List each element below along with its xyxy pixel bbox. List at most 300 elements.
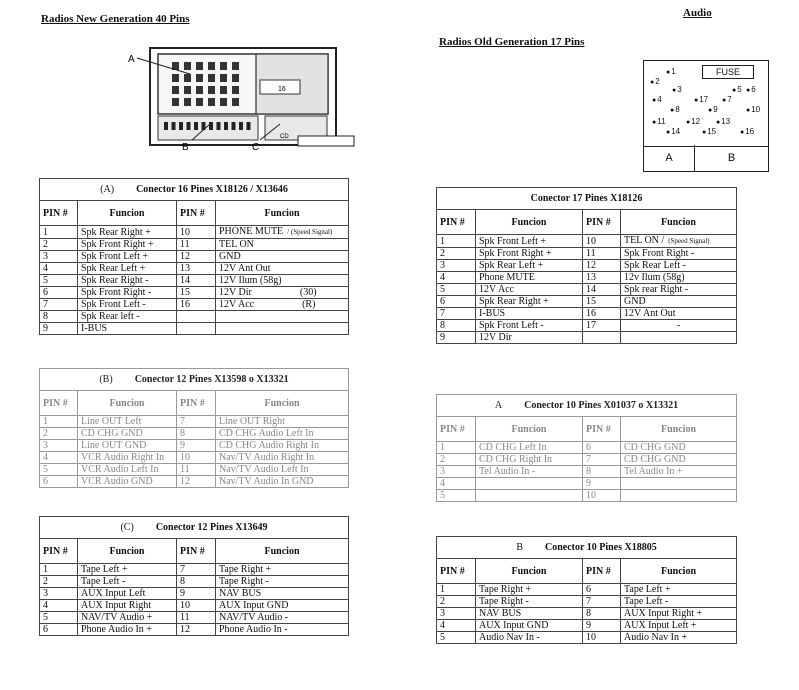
pin-socket <box>172 74 179 82</box>
table-cell: NAV BUS <box>476 608 583 620</box>
pin-dot-icon: ● <box>670 107 675 114</box>
table-cell: 10 <box>583 490 621 502</box>
column-header: Funcion <box>216 201 349 226</box>
table-cell: 11 <box>583 248 621 260</box>
pin-1: ●1 <box>666 67 676 76</box>
table-cell: 2 <box>40 576 78 588</box>
table-row <box>40 251 349 263</box>
table-connector-12-b <box>39 368 349 488</box>
table-cell: 12V Acc (R) <box>216 299 349 311</box>
pin-socket <box>247 122 251 130</box>
pin-17: ●17 <box>694 95 709 104</box>
table-cell: Spk Rear Left - <box>621 260 737 272</box>
table-cell: 17 <box>583 320 621 332</box>
table-cell: AUX Input Left + <box>621 620 737 632</box>
table-row <box>40 239 349 251</box>
pin-socket <box>196 86 203 94</box>
pin-dot-icon: ● <box>666 129 671 136</box>
table-cell: 7 <box>177 564 216 576</box>
table-cell: Spk Rear left - <box>78 311 177 323</box>
header-row <box>40 539 349 564</box>
table-cell: AUX Input Left <box>78 588 177 600</box>
table-cell: 1 <box>40 226 78 239</box>
table-cell: CD CHG Audio Right In <box>216 440 349 452</box>
pin-dot-icon: ● <box>694 97 699 104</box>
table-cell <box>177 311 216 323</box>
heading-new-generation: Radios New Generation 40 Pins <box>41 13 190 25</box>
table-cell: Tape Right + <box>476 584 583 596</box>
table-title: (A) Conector 16 Pines X18126 / X13646 <box>40 179 349 201</box>
table-cell: 8 <box>177 576 216 588</box>
table-cell: Tape Right - <box>216 576 349 588</box>
table-cell: VCR Audio Right In <box>78 452 177 464</box>
table-cell: CD CHG GND <box>621 442 737 454</box>
table-cell: 12V Dir (30) <box>216 287 349 299</box>
table-row <box>437 454 737 466</box>
pin-socket <box>232 98 239 106</box>
table-cell: 10 <box>583 632 621 644</box>
pin-6: ●6 <box>746 85 756 94</box>
table-cell: 13 <box>583 272 621 284</box>
table-cell: 1 <box>40 564 78 576</box>
table-cell: CD CHG GND <box>621 454 737 466</box>
table-row <box>437 620 737 632</box>
pin-socket <box>172 98 179 106</box>
table-row <box>40 612 349 624</box>
table-cell: 2 <box>437 454 476 466</box>
table-cell: Phone Audio In - <box>216 624 349 636</box>
table-title: Conector 17 Pines X18126 <box>437 188 737 210</box>
pin-socket <box>194 122 198 130</box>
table-connector-10-b <box>436 536 737 644</box>
table-cell: - <box>621 320 737 332</box>
column-header: Funcion <box>476 559 583 584</box>
table-row <box>40 564 349 576</box>
table-cell: NAV BUS <box>216 588 349 600</box>
pin-socket <box>224 122 228 130</box>
table-cell: 4 <box>40 452 78 464</box>
table-cell: 11 <box>177 612 216 624</box>
table-cell: 7 <box>437 308 476 320</box>
label-cd: CD <box>280 134 289 140</box>
table-cell: Nav/TV Audio Left In <box>216 464 349 476</box>
column-header: PIN # <box>583 210 621 235</box>
table-cell: Spk Front Right - <box>78 287 177 299</box>
table-cell: 3 <box>437 260 476 272</box>
table-row <box>40 323 349 335</box>
column-header: PIN # <box>177 391 216 416</box>
table-cell: 8 <box>583 608 621 620</box>
column-header: Funcion <box>78 391 177 416</box>
pin-socket <box>208 62 215 70</box>
column-header: PIN # <box>40 201 78 226</box>
pin-socket <box>232 86 239 94</box>
table-cell: Spk Front Right - <box>621 248 737 260</box>
table-cell: 15 <box>177 287 216 299</box>
table-cell: 5 <box>40 464 78 476</box>
table-cell: NAV/TV Audio - <box>216 612 349 624</box>
pin-dot-icon: ● <box>650 79 655 86</box>
pin-socket <box>184 98 191 106</box>
table-connector-10-a <box>436 394 737 502</box>
table-cell: 4 <box>40 600 78 612</box>
header-row <box>40 391 349 416</box>
table-cell: 9 <box>40 323 78 335</box>
table-row <box>40 600 349 612</box>
table-cell: 6 <box>40 624 78 636</box>
pin-socket <box>220 98 227 106</box>
table-cell: 3 <box>437 466 476 478</box>
table-cell: 4 <box>437 478 476 490</box>
pin-dot-icon: ● <box>732 87 737 94</box>
pin-socket <box>196 98 203 106</box>
table-connector-17 <box>436 187 737 344</box>
header-row <box>40 201 349 226</box>
table-cell: CD CHG Left In <box>476 442 583 454</box>
pin-socket <box>232 74 239 82</box>
table-cell: 12 <box>177 251 216 263</box>
table-cell: Spk Rear Right + <box>78 226 177 239</box>
table-cell: Spk Front Left - <box>78 299 177 311</box>
table-row <box>40 576 349 588</box>
pin-dot-icon: ● <box>652 119 657 126</box>
column-header: PIN # <box>437 559 476 584</box>
column-header: Funcion <box>216 391 349 416</box>
table-cell: TEL ON / (Speed Signal) <box>621 235 737 248</box>
table-cell: 10 <box>583 235 621 248</box>
pin-dot-icon: ● <box>722 97 727 104</box>
table-cell: Spk Rear Right - <box>78 275 177 287</box>
table-cell: 12 <box>583 260 621 272</box>
pin-11: ●11 <box>652 117 666 126</box>
pin-dot-icon: ● <box>666 69 671 76</box>
column-header: Funcion <box>216 539 349 564</box>
pin-13: ●13 <box>716 117 731 126</box>
table-cell: NAV/TV Audio + <box>78 612 177 624</box>
pin-socket <box>217 122 221 130</box>
pin-7: ●7 <box>722 95 732 104</box>
pin-socket <box>220 86 227 94</box>
column-header: PIN # <box>40 391 78 416</box>
pin-4: ●4 <box>652 95 662 104</box>
pin-socket <box>172 86 179 94</box>
table-cell: Line OUT Right <box>216 416 349 428</box>
table-cell: 10 <box>177 452 216 464</box>
table-cell: Spk Front Right + <box>78 239 177 251</box>
table-cell: 1 <box>437 584 476 596</box>
table-cell: 7 <box>583 454 621 466</box>
column-header: Funcion <box>476 417 583 442</box>
table-cell: 6 <box>437 296 476 308</box>
table-cell: Spk Rear Left + <box>78 263 177 275</box>
table-cell: 7 <box>177 416 216 428</box>
table-cell: GND <box>216 251 349 263</box>
cell-note: / (Speed Signal) <box>287 228 333 236</box>
table-cell <box>621 478 737 490</box>
pin-socket <box>187 122 191 130</box>
cell-note: (R) <box>302 299 316 310</box>
table-row <box>437 584 737 596</box>
table-row <box>437 272 737 284</box>
pin-5: ●5 <box>732 85 742 94</box>
table-cell: AUX Input Right + <box>621 608 737 620</box>
connector-40-pin-diagram <box>120 40 360 155</box>
column-header: PIN # <box>583 417 621 442</box>
pin-socket <box>172 122 176 130</box>
table-row <box>437 260 737 272</box>
cell-note: (30) <box>299 287 317 298</box>
pin-socket <box>232 122 236 130</box>
table-cell: 9 <box>177 440 216 452</box>
table-cell: 12V Ant Out <box>621 308 737 320</box>
table-row <box>40 428 349 440</box>
table-cell: GND <box>621 296 737 308</box>
table-row <box>437 632 737 644</box>
table-cell <box>583 332 621 344</box>
column-header: PIN # <box>177 201 216 226</box>
table-cell: 6 <box>40 287 78 299</box>
pin-10: ●10 <box>746 105 761 114</box>
label-a: A <box>128 54 135 65</box>
table-title: (C) Conector 12 Pines X13649 <box>40 517 349 539</box>
table-cell: Spk rear Right - <box>621 284 737 296</box>
column-header: PIN # <box>437 210 476 235</box>
table-cell: 12V Ant Out <box>216 263 349 275</box>
table-cell: 15 <box>583 296 621 308</box>
table-row <box>437 490 737 502</box>
table-cell: Nav/TV Audio Right In <box>216 452 349 464</box>
table-cell: I-BUS <box>476 308 583 320</box>
table-cell: 5 <box>437 490 476 502</box>
table-cell: 7 <box>40 299 78 311</box>
table-row <box>437 248 737 260</box>
table-row <box>437 308 737 320</box>
table-cell: Tape Left - <box>621 596 737 608</box>
pin-dot-icon: ● <box>716 119 721 126</box>
table-cell: 10 <box>177 226 216 239</box>
column-header: Funcion <box>621 210 737 235</box>
table-cell <box>476 490 583 502</box>
table-cell: 8 <box>437 320 476 332</box>
table-cell: Spk Front Left - <box>476 320 583 332</box>
table-cell: I-BUS <box>78 323 177 335</box>
table-cell: Tape Right - <box>476 596 583 608</box>
table-row <box>40 287 349 299</box>
table-cell: 2 <box>437 248 476 260</box>
pin-socket <box>184 62 191 70</box>
pin-8: ●8 <box>670 105 680 114</box>
label-16: 16 <box>278 86 286 93</box>
table-cell: 4 <box>40 263 78 275</box>
table-cell <box>476 478 583 490</box>
table-cell: 6 <box>583 584 621 596</box>
table-cell: 5 <box>437 632 476 644</box>
table-cell: Tel Audio In - <box>476 466 583 478</box>
pin-socket <box>220 74 227 82</box>
label-c: C <box>252 142 260 153</box>
pin-dot-icon: ● <box>652 97 657 104</box>
pin-socket <box>179 122 183 130</box>
table-cell: 9 <box>177 588 216 600</box>
table-cell: 8 <box>583 466 621 478</box>
table-cell: 7 <box>583 596 621 608</box>
table-row <box>40 299 349 311</box>
table-cell: 3 <box>437 608 476 620</box>
table-row <box>40 452 349 464</box>
pin-14: ●14 <box>666 127 681 136</box>
table-row <box>437 608 737 620</box>
table-cell: 5 <box>40 275 78 287</box>
table-cell: 3 <box>40 588 78 600</box>
pin-15: ●15 <box>702 127 717 136</box>
table-title: B Conector 10 Pines X18805 <box>437 537 737 559</box>
label-b: B <box>182 142 189 153</box>
table-cell: Line OUT GND <box>78 440 177 452</box>
table-cell: 3 <box>40 251 78 263</box>
table-connector-12-c <box>39 516 349 636</box>
pin-diagram-17 <box>643 60 769 147</box>
column-header: PIN # <box>177 539 216 564</box>
table-cell: Spk Rear Right + <box>476 296 583 308</box>
pin-socket <box>232 62 239 70</box>
column-header: PIN # <box>583 559 621 584</box>
table-cell: VCR Audio Left In <box>78 464 177 476</box>
table-cell: Phone MUTE <box>476 272 583 284</box>
table-cell: CD CHG Right In <box>476 454 583 466</box>
pin-diagram-17-footer <box>643 145 769 172</box>
table-row <box>40 275 349 287</box>
pin-socket <box>184 86 191 94</box>
table-cell: 12V Dir <box>476 332 583 344</box>
table-cell: 14 <box>177 275 216 287</box>
table-cell: 2 <box>40 239 78 251</box>
footer-label-a: A <box>644 145 695 171</box>
column-header: Funcion <box>621 417 737 442</box>
table-row <box>437 320 737 332</box>
heading-old-generation: Radios Old Generation 17 Pins <box>439 36 585 48</box>
table-row <box>40 624 349 636</box>
pin-socket <box>196 62 203 70</box>
table-cell: 14 <box>583 284 621 296</box>
table-row <box>40 416 349 428</box>
table-cell: 1 <box>437 235 476 248</box>
table-cell: Spk Front Left + <box>476 235 583 248</box>
pin-socket <box>208 74 215 82</box>
table-row <box>437 596 737 608</box>
pin-socket <box>184 74 191 82</box>
pin-dot-icon: ● <box>708 107 713 114</box>
column-header: Funcion <box>78 539 177 564</box>
table-cell: 9 <box>437 332 476 344</box>
table-title: A Conector 10 Pines X01037 o X13321 <box>437 395 737 417</box>
table-cell: 10 <box>177 600 216 612</box>
table-cell: 12 <box>177 624 216 636</box>
table-cell: CD CHG GND <box>78 428 177 440</box>
table-cell: 1 <box>40 416 78 428</box>
table-cell: CD CHG Audio Left In <box>216 428 349 440</box>
pin-socket <box>164 122 168 130</box>
pin-socket <box>209 122 213 130</box>
table-cell: 5 <box>40 612 78 624</box>
table-cell: AUX Input GND <box>216 600 349 612</box>
table-cell: VCR Audio GND <box>78 476 177 488</box>
table-cell: Spk Front Right + <box>476 248 583 260</box>
pin-dot-icon: ● <box>740 129 745 136</box>
table-cell: Nav/TV Audio In GND <box>216 476 349 488</box>
pin-socket <box>208 98 215 106</box>
table-cell: PHONE MUTE / (Speed Signal) <box>216 226 349 239</box>
table-cell: Phone Audio In + <box>78 624 177 636</box>
table-cell: 2 <box>437 596 476 608</box>
pin-9: ●9 <box>708 105 718 114</box>
table-cell: 8 <box>40 311 78 323</box>
table-cell <box>177 323 216 335</box>
table-row <box>437 296 737 308</box>
table-cell: 9 <box>583 478 621 490</box>
table-cell: 12V Ilum (58g) <box>216 275 349 287</box>
table-connector-16 <box>39 178 349 335</box>
table-cell: 5 <box>437 284 476 296</box>
column-header: Funcion <box>476 210 583 235</box>
pin-3: ●3 <box>672 85 682 94</box>
table-row <box>437 332 737 344</box>
table-cell: 16 <box>177 299 216 311</box>
table-cell: 8 <box>177 428 216 440</box>
table-cell: 2 <box>40 428 78 440</box>
table-row <box>437 466 737 478</box>
header-row <box>437 559 737 584</box>
pin-socket <box>208 86 215 94</box>
table-cell: 3 <box>40 440 78 452</box>
table-cell: 12 <box>177 476 216 488</box>
pin-dot-icon: ● <box>746 107 751 114</box>
table-row <box>40 226 349 239</box>
table-row <box>437 442 737 454</box>
table-cell: Tape Right + <box>216 564 349 576</box>
fuse-label: FUSE <box>702 65 754 79</box>
table-cell: 11 <box>177 239 216 251</box>
table-cell: AUX Input Right <box>78 600 177 612</box>
pin-16: ●16 <box>740 127 755 136</box>
table-row <box>40 464 349 476</box>
table-cell <box>216 311 349 323</box>
column-header: Funcion <box>621 559 737 584</box>
table-cell: Tel Audio In + <box>621 466 737 478</box>
table-cell: 9 <box>583 620 621 632</box>
table-cell: Line OUT Left <box>78 416 177 428</box>
table-cell: 16 <box>583 308 621 320</box>
pin-2: ●2 <box>650 77 660 86</box>
pin-dot-icon: ● <box>686 119 691 126</box>
table-title: (B) Conector 12 Pines X13598 o X13321 <box>40 369 349 391</box>
heading-audio: Audio <box>683 7 712 19</box>
table-row <box>40 476 349 488</box>
table-cell: 1 <box>437 442 476 454</box>
pin-socket <box>196 74 203 82</box>
header-row <box>437 210 737 235</box>
pin-dot-icon: ● <box>672 87 677 94</box>
table-cell <box>216 323 349 335</box>
table-cell: Audio Nav In + <box>621 632 737 644</box>
column-header: PIN # <box>40 539 78 564</box>
table-row <box>40 440 349 452</box>
pin-socket <box>239 122 243 130</box>
table-cell: 6 <box>583 442 621 454</box>
pin-dot-icon: ● <box>702 129 707 136</box>
table-cell: 11 <box>177 464 216 476</box>
table-cell <box>621 490 737 502</box>
table-cell: Tape Left - <box>78 576 177 588</box>
